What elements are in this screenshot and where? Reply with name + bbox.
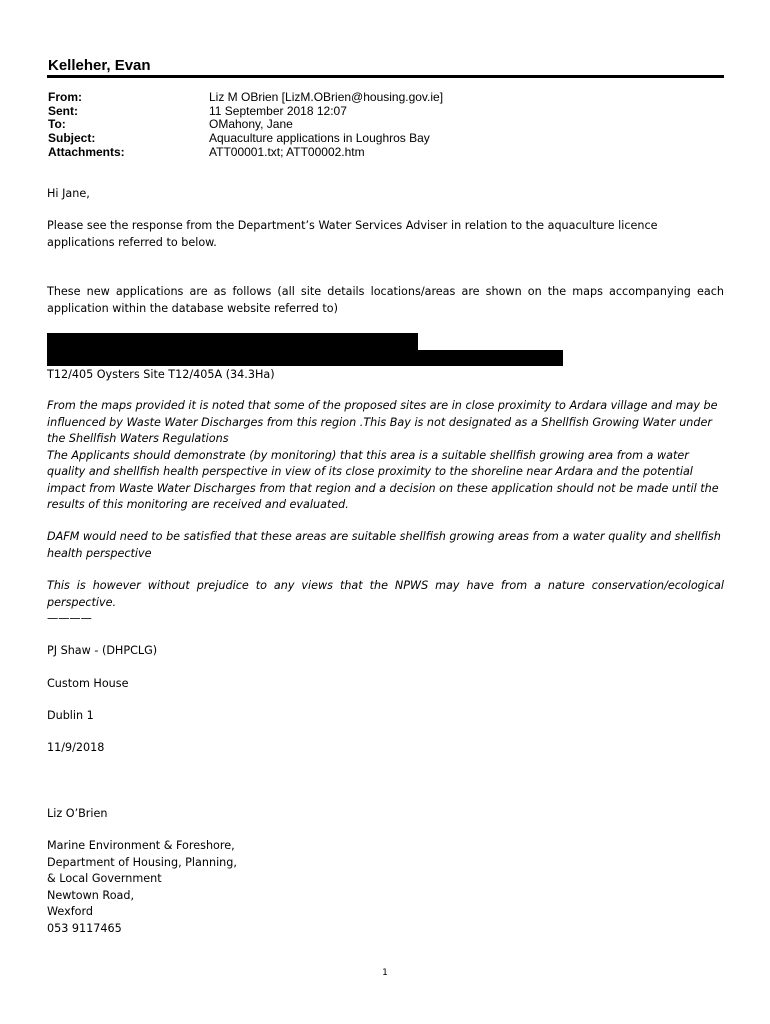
- sender-address: [47, 838, 724, 937]
- italic-text: From the maps provided it is noted that some of the proposed sites are in close proximity to Ardara village and may be influenced by Waste Water Discharges from this region .This Bay is not designated as a Shellfish Growing Water under the Shellfish Waters Regulations: [47, 399, 718, 445]
- field-value: Liz M OBrien [LizM.OBrien@housing.gov.ie]: [209, 90, 444, 104]
- recipient-name: Kelleher, Evan: [48, 57, 151, 74]
- field-value: OMahony, Jane: [209, 117, 293, 131]
- redaction-bar: [47, 333, 418, 350]
- paragraph-dafm: DAFM would need to be satisfied that these areas are suitable shellfish growing areas from a water quality and shellfish health perspective: [47, 530, 721, 560]
- address-line: & Local Government: [47, 872, 162, 885]
- field-value: Aquaculture applications in Loughros Bay: [209, 131, 430, 145]
- paragraph-response: Please see the response from the Department’s Water Services Adviser in relation to the aquaculture licence applications referred to below.: [47, 219, 658, 249]
- address-line: 053 9117465: [47, 921, 122, 935]
- site-reference: T12/405 Oysters Site T12/405A (34.3Ha): [47, 368, 275, 381]
- address-line: Wexford: [47, 905, 93, 918]
- field-label: To:: [48, 117, 66, 131]
- page-number: 1: [382, 968, 388, 978]
- signature-line: Dublin 1: [47, 709, 94, 722]
- field-value: 11 September 2018 12:07: [209, 104, 347, 118]
- field-label: From:: [48, 90, 82, 104]
- field-label: Sent:: [48, 104, 78, 118]
- address-line: Newtown Road,: [47, 888, 135, 902]
- greeting: Hi Jane,: [47, 187, 90, 200]
- divider-dashes: ————: [47, 612, 92, 625]
- field-label: Subject:: [48, 131, 96, 145]
- paragraph-proximity: [47, 398, 724, 514]
- signature-line: Custom House: [47, 677, 129, 690]
- address-line: Marine Environment & Foreshore,: [47, 839, 235, 852]
- field-label: Attachments:: [48, 145, 125, 159]
- redaction-bar: [47, 350, 563, 366]
- paragraph-prejudice: This is however without prejudice to any views that the NPWS may have from a nature conservation/ecological perspective.: [47, 579, 724, 609]
- italic-text: The Applicants should demonstrate (by monitoring) that this area is a suitable shellfish growing area from a water quality and shellfish health perspective in view of its close proximity to the shoreline near Ardara and the potential impact from Waste Water Discharges from that region and a decision on these application should not be made until the results of this monitoring are received and evaluated.: [47, 448, 719, 511]
- signature-date: 11/9/2018: [47, 741, 105, 754]
- sender-name: Liz O’Brien: [47, 807, 108, 820]
- signature-name: PJ Shaw - (DHPCLG): [47, 644, 158, 657]
- field-value: ATT00001.txt; ATT00002.htm: [209, 145, 365, 159]
- address-line: Department of Housing, Planning,: [47, 855, 237, 869]
- header-rule: [47, 75, 724, 78]
- paragraph-applications: These new applications are as follows (all site details locations/areas are shown on the maps accompanying each application within the database website referred to): [47, 285, 724, 315]
